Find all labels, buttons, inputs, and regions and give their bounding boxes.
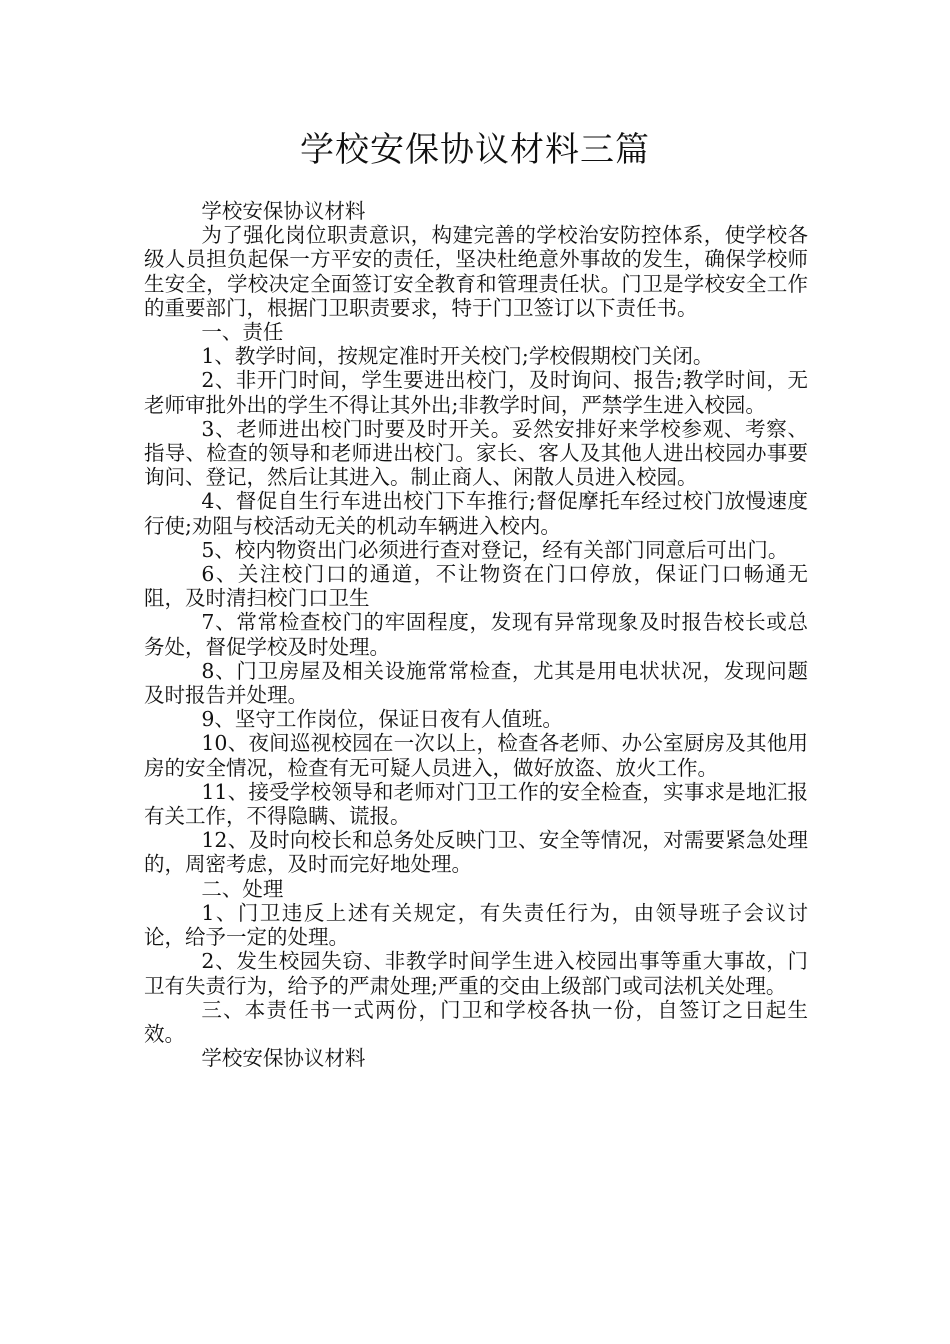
- paragraph-item-12: 12、及时向校长和总务处反映门卫、安全等情况，对需要紧急处理的，周密考虑，及时而完好地处理。: [144, 828, 808, 877]
- paragraph-section-3: 三、本责任书一式两份，门卫和学校各执一份，自签订之日起生效。: [144, 997, 808, 1046]
- paragraph-item-3: 3、老师进出校门时要及时开关。妥然安排好来学校参观、考察、指导、检查的领导和老师进出校门。家长、客人及其他人进出校园办事要询问、登记，然后让其进入。制止商人、闲散人员进入校园。: [144, 416, 808, 490]
- paragraph-item-8: 8、门卫房屋及相关设施常常检查，尤其是用电状状况，发现问题及时报告并处理。: [144, 658, 808, 708]
- section-heading-responsibility: 一、责任: [201, 320, 284, 345]
- paragraph-item-7: 7、常常检查校门的牢固程度，发现有异常现象及时报告校长或总务处，督促学校及时处理。: [144, 610, 808, 659]
- paragraph-subtitle-2: 学校安保协议材料: [201, 1046, 366, 1071]
- paragraph-handling-2: 2、发生校园失窃、非教学时间学生进入校园出事等重大事故，门卫有失责行为，给予的严肃处理;严重的交由上级部门或司法机关处理。: [144, 949, 808, 998]
- paragraph-subtitle: 学校安保协议材料: [201, 199, 366, 223]
- paragraph-intro: 为了强化岗位职责意识，构建完善的学校治安防控体系，使学校各级人员担负起保一方平安的责任，坚决杜绝意外事故的发生，确保学校师生安全，学校决定全面签订安全教育和管理责任状。门卫是学校安全工作的重要部门，根据门卫职责要求，特于门卫签订以下责任书。: [144, 223, 808, 320]
- document-title: 学校安保协议材料三篇: [300, 130, 650, 170]
- paragraph-item-5: 5、校内物资出门必须进行查对登记，经有关部门同意后可出门。: [201, 537, 789, 562]
- paragraph-item-1: 1、教学时间，按规定准时开关校门;学校假期校门关闭。: [201, 344, 714, 369]
- paragraph-item-10: 10、夜间巡视校园在一次以上，检查各老师、办公室厨房及其他用房的安全情况，检查有无可疑人员进入，做好放盗、放火工作。: [144, 731, 808, 780]
- section-heading-handling: 二、处理: [201, 876, 284, 901]
- paragraph-item-9: 9、坚守工作岗位，保证日夜有人值班。: [201, 707, 563, 732]
- paragraph-item-2: 2、非开门时间，学生要进出校门，及时询问、报告;教学时间，无老师审批外出的学生不得让其外出;非教学时间，严禁学生进入校园。: [144, 368, 808, 417]
- paragraph-item-4: 4、督促自生行车进出校门下车推行;督促摩托车经过校门放慢速度行使;劝阻与校活动无关的机动车辆进入校内。: [144, 489, 808, 538]
- document-body: [144, 199, 808, 1070]
- paragraph-handling-1: 1、门卫违反上述有关规定，有失责任行为，由领导班子会议讨论，给予一定的处理。: [144, 900, 808, 950]
- paragraph-item-11: 11、接受学校领导和老师对门卫工作的安全检查，实事求是地汇报有关工作，不得隐瞒、谎报。: [144, 779, 808, 829]
- paragraph-item-6: 6、关注校门口的通道，不让物资在门口停放，保证门口畅通无阻，及时清扫校门口卫生: [144, 562, 808, 611]
